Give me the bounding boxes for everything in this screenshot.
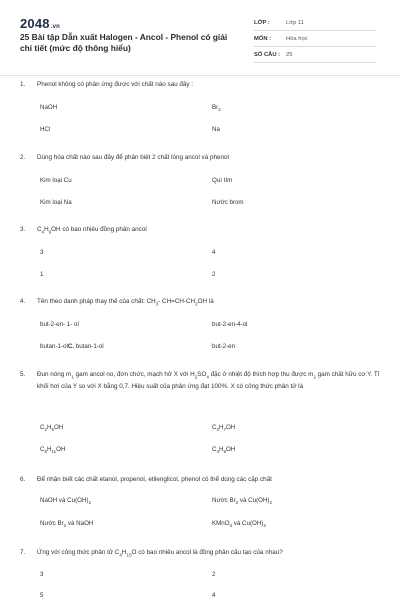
- question-number: 7.: [20, 549, 26, 556]
- question-number: 5.: [20, 371, 26, 378]
- question-text: Tên theo danh pháp thay thế của chất: $CH_3-$ $CH=CH-CH_2OH$ là: [37, 298, 214, 307]
- answer-option-c[interactable]: 1: [40, 271, 44, 278]
- question-4: [20, 297, 382, 357]
- meta-row-subject: [254, 31, 376, 47]
- answer-option-a[interactable]: $C_2H_5OH$: [40, 424, 64, 433]
- answer-option-d[interactable]: Nước brom: [212, 199, 244, 206]
- question-5: [20, 370, 382, 462]
- answer-option-b[interactable]: Quì tím: [212, 177, 233, 184]
- question-1: [20, 80, 382, 140]
- meta-key: SỐ CÂU :: [254, 51, 281, 58]
- answer-option-b[interactable]: but-2-en-4-ol: [212, 321, 248, 328]
- answer-option-b[interactable]: $C_3H_7OH$: [212, 424, 236, 433]
- answer-option-d[interactable]: 2: [212, 271, 216, 278]
- answer-option-a[interactable]: NaOH và $Cu(OH)_2$: [40, 497, 91, 506]
- question-number: 3.: [20, 226, 26, 233]
- header-divider: [0, 75, 400, 76]
- answer-option-c[interactable]: Kim loại Na: [40, 199, 72, 206]
- question-6: [20, 475, 382, 535]
- answer-option-b[interactable]: 2: [212, 571, 216, 578]
- answer-option-d[interactable]: but-2-en: [212, 343, 236, 350]
- question-3: [20, 225, 382, 285]
- question-number: 2.: [20, 154, 26, 161]
- meta-value: 25: [286, 51, 293, 58]
- site-logo[interactable]: [20, 16, 60, 31]
- question-text: $C_4H_9OH$ có bao nhiêu đồng phân ancol: [37, 226, 147, 235]
- answer-option-a[interactable]: 3: [40, 571, 44, 578]
- answer-option-b[interactable]: Nước $Br_2$ và $Cu(OH)_2$: [212, 497, 272, 506]
- question-text: Để nhận biết các chất etanol, propenol, etilenglicol, phenol có thể dùng các cặp chất: [37, 476, 272, 483]
- answer-option-c[interactable]: butan-1-olC. butan-1-ol: [40, 343, 104, 350]
- question-text: Dùng hóa chất nào sau đây để phân biệt 2 chất lỏng ancol và phenol: [37, 154, 229, 161]
- question-2: [20, 153, 382, 213]
- answer-option-d[interactable]: 4: [212, 592, 216, 599]
- meta-value: Lớp 11: [286, 19, 304, 26]
- answer-option-a[interactable]: but-2-en- 1- ol: [40, 321, 79, 328]
- question-7: [20, 548, 382, 600]
- meta-row-class: [254, 15, 376, 31]
- logo-text: 2048: [20, 16, 50, 31]
- question-text: Phenol không có phản ứng được với chất nào sau đây :: [37, 81, 194, 88]
- answer-option-c[interactable]: HCl: [40, 126, 51, 133]
- answer-option-b[interactable]: 4: [212, 249, 216, 256]
- answer-option-a[interactable]: 3: [40, 249, 44, 256]
- answer-option-c[interactable]: 5: [40, 592, 44, 599]
- meta-key: LỚP :: [254, 19, 270, 26]
- meta-key: MÔN :: [254, 35, 272, 42]
- document-meta: [254, 15, 376, 63]
- answer-option-b[interactable]: $Br_2$: [212, 104, 221, 113]
- meta-value: Hóa học: [286, 35, 308, 42]
- answer-option-d[interactable]: KMnO$_4$ và $Cu(OH)_2$: [212, 520, 266, 529]
- question-text: Đun nóng $m_1$ gam ancol no, đơn chức, mạch hở X với $H_2SO_4$ đặc ở nhiệt độ thích hợp thu được $m_2$ gam chất hữu cơ Y. Tỉ khối hơi của Y so với X bằng 0,7. Hiệu suất của phản ứng đạt 100%. X có công thức phân tử là: [37, 371, 380, 391]
- question-number: 6.: [20, 476, 26, 483]
- answer-option-d[interactable]: Na: [212, 126, 220, 133]
- answer-option-a[interactable]: Kim loại Cu: [40, 177, 72, 184]
- question-text: Ứng với công thức phân tử $C_4H_{10}O$ có bao nhiêu ancol là đồng phân cấu tạo của nhau?: [37, 549, 283, 558]
- meta-row-count: [254, 47, 376, 63]
- question-number: 1.: [20, 81, 26, 88]
- document-title: 25 Bài tập Dẫn xuất Halogen - Ancol - Phenol có giải chi tiết (mức độ thông hiểu): [20, 32, 228, 53]
- answer-option-a[interactable]: NaOH: [40, 104, 58, 111]
- question-number: 4.: [20, 298, 26, 305]
- answer-option-c[interactable]: Nước $Br_2$ và NaOH: [40, 520, 94, 529]
- logo-suffix: .vn: [50, 24, 61, 30]
- answer-option-d[interactable]: $C_4H_9OH$: [212, 446, 236, 455]
- answer-option-c[interactable]: $C_5H_{11}OH$: [40, 446, 66, 455]
